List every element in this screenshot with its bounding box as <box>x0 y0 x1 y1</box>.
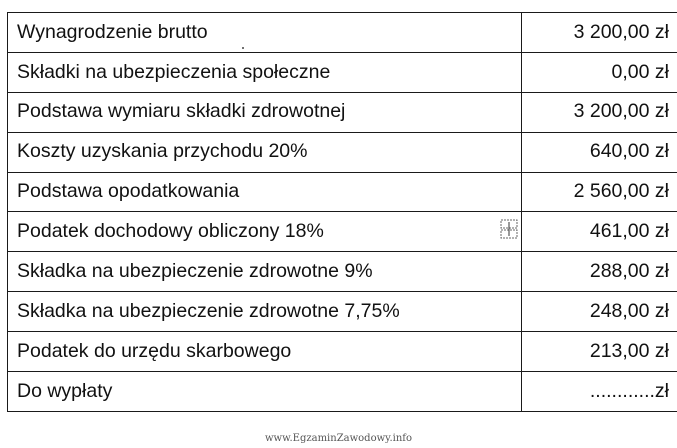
row-label: Do wypłaty <box>8 372 522 412</box>
row-label: Podatek dochodowy obliczony 18% <box>8 212 522 252</box>
row-value: 213,00 zł <box>522 332 677 372</box>
row-value: 0,00 zł <box>522 52 677 92</box>
row-value: 2 560,00 zł <box>522 172 677 212</box>
table-row <box>8 212 677 252</box>
payroll-table <box>7 12 677 412</box>
row-label: Koszty uzyskania przychodu 20% <box>8 132 522 172</box>
table-row <box>8 332 677 372</box>
row-label: Wynagrodzenie brutto <box>8 13 522 53</box>
table-row <box>8 252 677 292</box>
watermark-text: www.EgzaminZawodowy.info <box>264 433 413 444</box>
row-value: 3 200,00 zł <box>522 13 677 53</box>
table-row <box>8 292 677 332</box>
row-label: Składka na ubezpieczenie zdrowotne 9% <box>8 252 522 292</box>
row-label: Podstawa wymiaru składki zdrowotnej <box>8 92 522 132</box>
row-value: 3 200,00 zł <box>522 92 677 132</box>
row-label: Składki na ubezpieczenia społeczne <box>8 52 522 92</box>
row-value: 288,00 zł <box>522 252 677 292</box>
table-row <box>8 172 677 212</box>
row-value: 248,00 zł <box>522 292 677 332</box>
row-label: Podstawa opodatkowania <box>8 172 522 212</box>
row-value: ............zł <box>522 372 677 412</box>
row-value: 640,00 zł <box>522 132 677 172</box>
table-row <box>8 92 677 132</box>
table-row <box>8 13 677 53</box>
row-value: 461,00 zł <box>522 212 677 252</box>
text-cursor-icon <box>500 219 518 239</box>
row-label: Podatek do urzędu skarbowego <box>8 332 522 372</box>
row-label: Składka na ubezpieczenie zdrowotne 7,75% <box>8 292 522 332</box>
table-row <box>8 132 677 172</box>
scan-speck <box>242 47 244 49</box>
table-row <box>8 372 677 412</box>
table-row <box>8 52 677 92</box>
